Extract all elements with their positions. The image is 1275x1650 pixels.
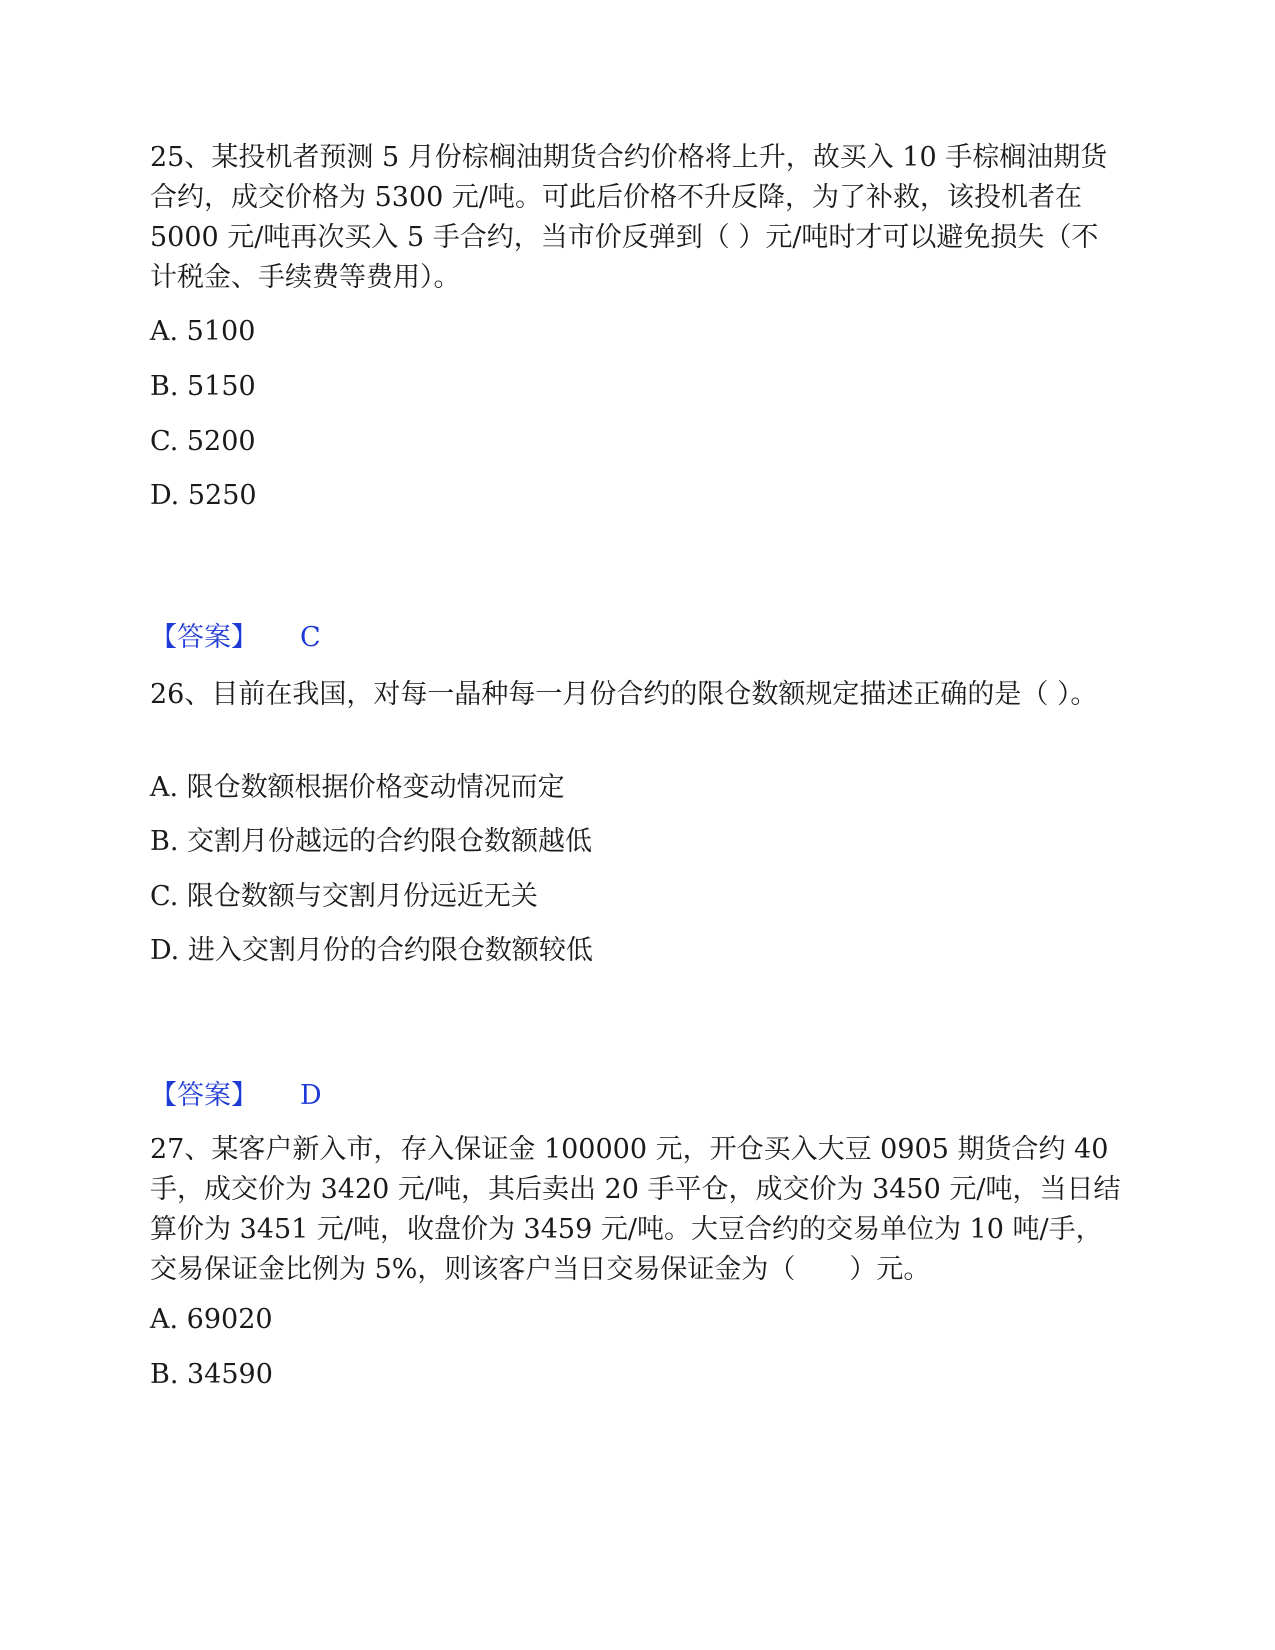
question-26-option-c: C. 限仓数额与交割月份远近无关 [150,881,538,912]
question-26-option-d: D. 进入交割月份的合约限仓数额较低 [150,935,593,966]
answer-label: 【答案】 [150,1080,258,1111]
question-26-answer [150,1078,322,1114]
question-25-text: 25、某投机者预测 5 月份棕榈油期货合约价格将上升，故买入 10 手棕榈油期货合约，成交价格为 5300 元/吨。可此后价格不升反降，为了补救，该投机者在 5000 元/吨再次买入 5 手合约，当市价反弹到（ ）元/吨时才可以避免损失（不计税金、手续费等费用）。 [150,142,1108,293]
question-26-text: 26、目前在我国，对每一晶种每一月份合约的限仓数额规定描述正确的是（ ）。 [150,679,1098,710]
question-27-text: 27、某客户新入市，存入保证金 100000 元，开仓买入大豆 0905 期货合约 40 手，成交价为 3420 元/吨，其后卖出 20 手平仓，成交价为 3450 元/吨，当日结算价为 3451 元/吨，收盘价为 3459 元/吨。大豆合约的交易单位为 10 吨/手，交易保证金比例为 5%，则该客户当日交易保证金为（ ）元。 [150,1134,1121,1285]
answer-value: C [300,622,321,653]
question-27-option-b: B. 34590 [150,1359,273,1390]
question-25-option-d: D. 5250 [150,480,257,511]
question-25-option-b: B. 5150 [150,371,256,402]
question-25-answer [150,620,321,656]
question-26-option-a: A. 限仓数额根据价格变动情况而定 [150,772,565,803]
question-27-option-a: A. 69020 [150,1304,273,1335]
answer-value: D [300,1080,322,1111]
question-26-option-b: B. 交割月份越远的合约限仓数额越低 [150,826,593,857]
answer-label: 【答案】 [150,622,258,653]
question-25-option-c: C. 5200 [150,426,256,457]
question-25-option-a: A. 5100 [150,316,256,347]
